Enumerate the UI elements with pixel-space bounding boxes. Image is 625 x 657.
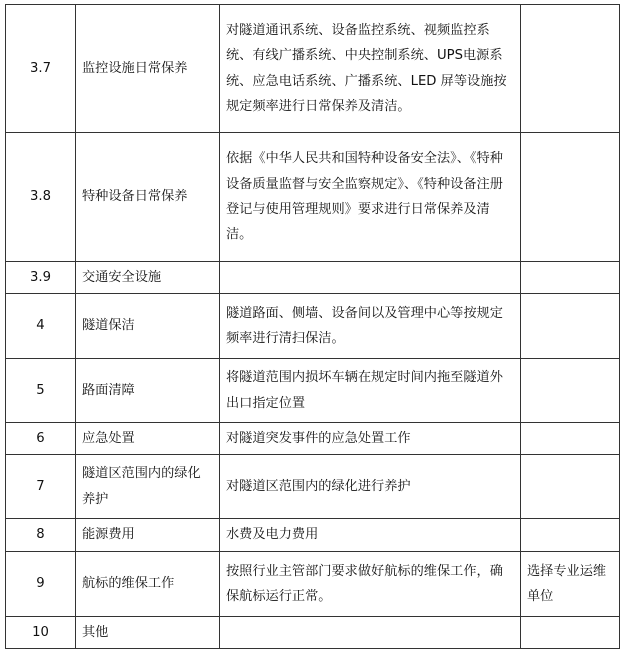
item-name: 特种设备日常保养 — [76, 133, 220, 262]
table-row — [6, 617, 620, 649]
item-content: 对隧道通讯系统、设备监控系统、视频监控系统、有线广播系统、中央控制系统、UPS电源系统、应急电话系统、广播系统、LED 屏等设施按规定频率进行日常保养及清洁。 — [220, 5, 521, 133]
item-remark — [521, 423, 620, 455]
item-remark — [521, 359, 620, 423]
table-row — [6, 552, 620, 617]
item-content: 对隧道突发事件的应急处置工作 — [220, 423, 521, 455]
item-name: 路面清障 — [76, 359, 220, 423]
maintenance-items-table — [5, 4, 620, 649]
table-row — [6, 294, 620, 359]
table-row — [6, 262, 620, 294]
item-remark — [521, 5, 620, 133]
item-number: 10 — [6, 617, 76, 649]
table-row — [6, 359, 620, 423]
table-row — [6, 423, 620, 455]
item-content — [220, 262, 521, 294]
item-name: 隧道保洁 — [76, 294, 220, 359]
item-name: 交通安全设施 — [76, 262, 220, 294]
item-number: 9 — [6, 552, 76, 617]
item-remark — [521, 455, 620, 519]
item-number: 4 — [6, 294, 76, 359]
item-number: 5 — [6, 359, 76, 423]
item-number: 7 — [6, 455, 76, 519]
item-number: 3.9 — [6, 262, 76, 294]
table-row — [6, 519, 620, 552]
item-number: 6 — [6, 423, 76, 455]
item-content: 隧道路面、侧墙、设备间以及管理中心等按规定频率进行清扫保洁。 — [220, 294, 521, 359]
item-name: 隧道区范围内的绿化养护 — [76, 455, 220, 519]
table-row — [6, 5, 620, 133]
item-name: 监控设施日常保养 — [76, 5, 220, 133]
table-row — [6, 455, 620, 519]
item-remark — [521, 133, 620, 262]
table-row — [6, 133, 620, 262]
item-name: 其他 — [76, 617, 220, 649]
item-remark — [521, 294, 620, 359]
item-remark — [521, 519, 620, 552]
item-number: 3.8 — [6, 133, 76, 262]
item-number: 3.7 — [6, 5, 76, 133]
item-content: 水费及电力费用 — [220, 519, 521, 552]
item-number: 8 — [6, 519, 76, 552]
item-content: 对隧道区范围内的绿化进行养护 — [220, 455, 521, 519]
item-content: 依据《中华人民共和国特种设备安全法》、《特种设备质量监督与安全监察规定》、《特种设备注册登记与使用管理规则》要求进行日常保养及清洁。 — [220, 133, 521, 262]
item-remark — [521, 262, 620, 294]
item-remark — [521, 617, 620, 649]
item-name: 应急处置 — [76, 423, 220, 455]
item-name: 能源费用 — [76, 519, 220, 552]
item-remark: 选择专业运维单位 — [521, 552, 620, 617]
item-name: 航标的维保工作 — [76, 552, 220, 617]
item-content: 按照行业主管部门要求做好航标的维保工作，确保航标运行正常。 — [220, 552, 521, 617]
item-content — [220, 617, 521, 649]
item-content: 将隧道范围内损坏车辆在规定时间内拖至隧道外出口指定位置 — [220, 359, 521, 423]
